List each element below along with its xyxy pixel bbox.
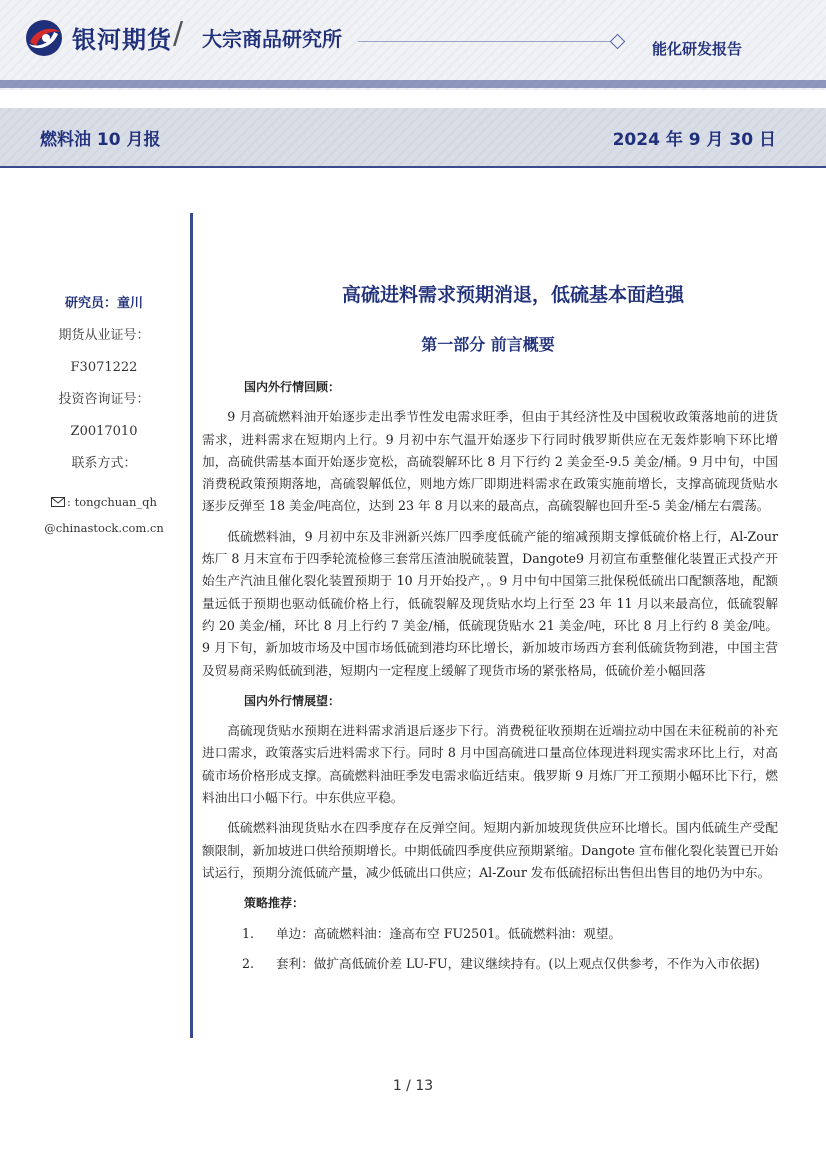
galaxy-logo-icon [24,18,64,58]
strategy-text: 单边：高硫燃料油：逢高布空 FU2501。低硫燃料油：观望。 [276,925,622,941]
license-label: 期货从业证号： [58,328,150,343]
consult-number: Z0017010 [70,424,138,439]
outlook-paragraph-1: 高硫现货贴水预期在进料需求消退后逐步下行。消费税征收预期在近端拉动中国在未征税前的补充进口需求，政策落实后进料需求下行。同时 8 月中国高硫进口量高位体现进料现实需求环比上行，对高硫市场价格形成支撑。高硫燃料油旺季发电需求临近结束。俄罗斯 9 月炼厂开工预期小幅环比下行，燃料油出口小幅下行。中东供应平稳。 [202,723,778,806]
consult-label: 投资咨询证号： [58,392,150,407]
page-header [0,0,826,90]
email-row[interactable] [30,486,178,518]
outlook-heading: 国内外行情展望： [244,693,341,708]
strategy-number: 2. [242,955,255,971]
mail-icon [51,497,65,507]
sidebar-divider [190,213,193,1038]
strategy-item-2 [202,953,778,975]
header-stripe [0,80,826,88]
outlook-paragraph-2: 低硫燃料油现货贴水在四季度存在反弹空间。短期内新加坡现货供应环比增长。国内低硫生产受配额限制，新加坡进口供给预期增长。中期低硫四季度供应预期紧缩。Dangote 宣布催化裂化装置已开始试运行，预期分流低硫产量，减少低硫出口供应；Al-Zour 发布低硫招标出售但出售目的地仍为中东。 [202,820,778,880]
brand-name: 银河期货 [72,26,172,54]
strategy-text: 套利：做扩高低硫价差 LU-FU，建议继续持有。(以上观点仅供参考，不作为入市依据) [276,955,760,971]
review-paragraph-2: 低硫燃料油，9 月初中东及非洲新兴炼厂四季度低硫产能的缩减预期支撑低硫价格上行，Al-Zour 炼厂 8 月末宣布于四季轮流检修三套常压渣油脱硫装置，Dangote9 月初宣布重整催化装置正式投产开始生产汽油且催化裂化装置预期于 10 月开始投产，。9 月中旬中国第三批保税低硫出口配额落地，配额量远低于预期也驱动低硫价格上行，低硫裂解及现货贴水均上行至 23 年 11 月以来最高位，低硫裂解约 20 美金/桶，环比 8 月上行约 7 美金/桶，低硫现货贴水 21 美金/吨，环比 8 月上行约 8 美金/吨。9 月下旬，新加坡市场及中国市场低硫到港均环比增长，新加坡市场西方套利低硫货物到港，中国主营及贸易商采购低硫到港，短期内一定程度上缓解了现货市场的紧张格局，低硫价差小幅回落 [202,528,778,678]
strategy-item-1 [202,923,778,945]
page-number: 1 / 13 [392,1078,434,1094]
report-type: 能化研发报告 [652,40,743,58]
email-domain[interactable]: @chinastock.com.cn [44,521,164,535]
contact-label: 联系方式： [71,456,137,471]
review-paragraph-1: 9 月高硫燃料油开始逐步走出季节性发电需求旺季，但由于其经济性及中国税收政策落地前的进货需求，进料需求在短期内上行。9 月初中东气温开始逐步下行同时俄罗斯供应在无轰炸影响下环比增加，高硫供需基本面开始逐步宽松，高硫裂解环比 8 月下行约 2 美金至-9.5 美金/桶。9 月中旬，中国消费税政策预期落地，高硫裂解低位，则地方炼厂即期进料需求在政策实施前增长，支撑高硫现货贴水逐步反弹至 18 美金/吨高位，达到 23 年 8 月以来的最高点，高硫裂解也回升至-5 美金/桶左右震荡。 [202,409,778,514]
review-heading: 国内外行情回顾： [244,380,341,394]
report-name: 燃料油 10 月报 [40,130,161,150]
diamond-icon [610,34,626,50]
strategy-number: 1. [242,925,255,941]
report-date: 2024 年 9 月 30 日 [612,130,776,150]
header-rule [358,41,616,42]
main-title: 高硫进料需求预期消退，低硫基本面趋强 [341,284,684,306]
analyst-sidebar [30,294,178,550]
strategy-heading: 策略推荐： [244,896,305,911]
email-user: : tongchuan_qh [67,495,157,509]
brand-divider: / [173,16,184,51]
analyst-name: 研究员：童川 [64,296,143,311]
report-body [202,376,778,983]
license-number: F3071222 [70,360,138,375]
report-title-band [0,108,826,168]
section-title: 第一部分 前言概要 [421,335,555,354]
institute-name: 大宗商品研究所 [202,27,342,51]
